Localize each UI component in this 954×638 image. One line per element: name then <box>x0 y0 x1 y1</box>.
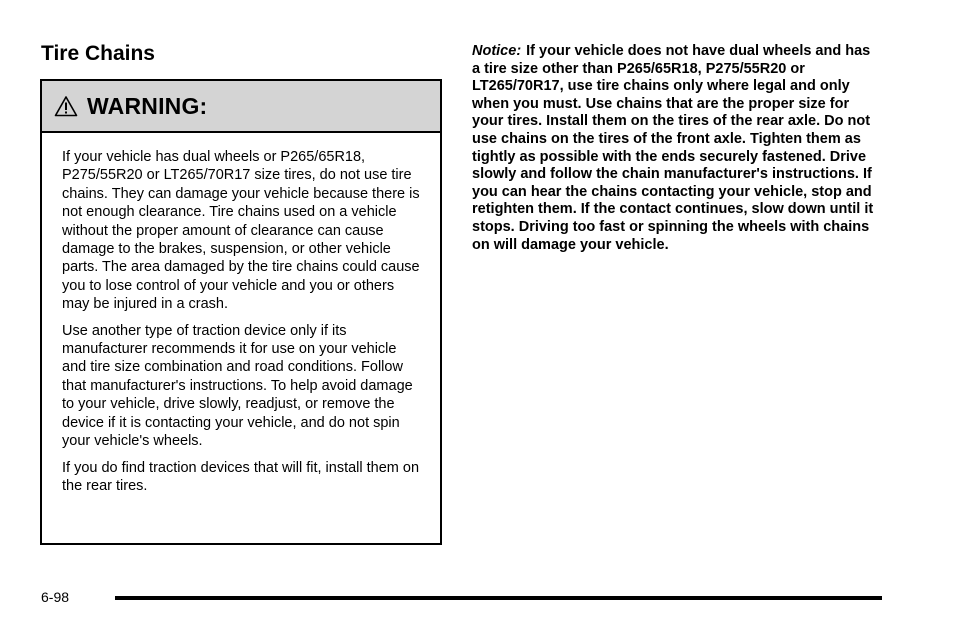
warning-paragraph: Use another type of traction device only if its manufacturer recommends it for use on your vehicle and tire size combination and road conditions. Follow that manufacturer's instructions. To help avoid damage to your vehicle, drive slowly, readjust, or remove the device if it is contacting your vehicle, and do not spin your vehicle's wheels. <box>62 322 413 450</box>
footer-rule <box>115 596 882 600</box>
warning-body <box>42 133 440 495</box>
notice-text: If your vehicle does not have dual wheels and has a tire size other than P265/65R18, P275/55R20 or LT265/70R17, use tire chains only where legal and only when you must. Use chains that are the proper size for your tires. Install them on the tires of the rear axle. Do not use chains on the tires of the front axle. Tighten them as tightly as possible with the ends securely fastened. Drive slowly and follow the chain manufacturer's instructions. If you can hear the chains contacting your vehicle, stop and retighten them. If the contact continues, slow down until it stops. Driving too fast or spinning the wheels with chains on will damage your vehicle. <box>472 43 874 253</box>
warning-header <box>42 81 440 133</box>
page-number: 6-98 <box>41 589 70 605</box>
warning-title: WARNING: <box>87 92 208 119</box>
notice-paragraph <box>472 43 882 254</box>
warning-box <box>40 79 442 545</box>
section-title: Tire Chains <box>41 42 155 65</box>
warning-paragraph: If you do find traction devices that will fit, install them on the rear tires. <box>62 459 420 494</box>
warning-paragraph: If your vehicle has dual wheels or P265/65R18, P275/55R20 or LT265/70R17 size tires, do not use tire chains. They can damage your vehicle because there is not enough clearance. Tire chains used on a vehicle without the proper amount of clearance can cause damage to the brakes, suspension, or other vehicle parts. The area damaged by the tire chains could cause you to lose control of your vehicle and you or others may be injured in a crash. <box>62 149 420 313</box>
notice-label: Notice: <box>472 43 522 59</box>
warning-triangle-icon <box>54 95 78 117</box>
